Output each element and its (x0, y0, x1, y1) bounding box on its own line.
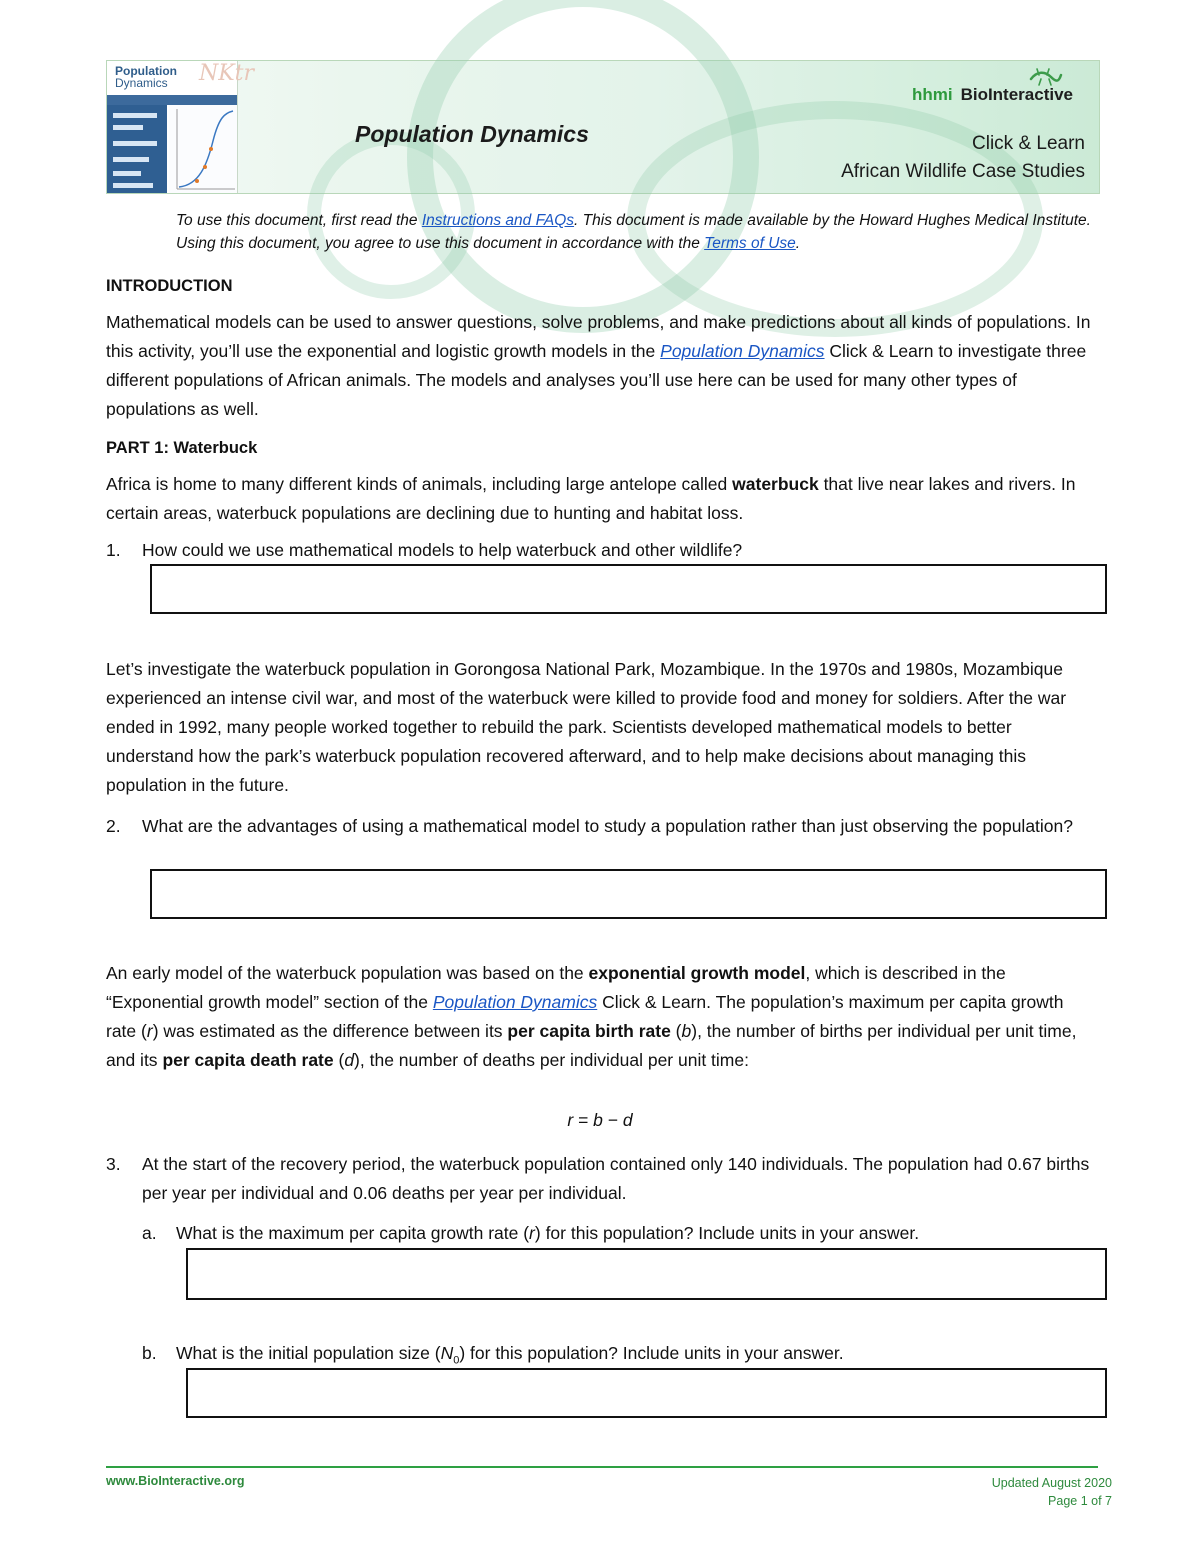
variable-b: b (681, 1021, 692, 1041)
footer-website-link[interactable]: www.BioInteractive.org (106, 1474, 245, 1488)
question-text: What are the advantages of using a mathematical model to study a population rather than just observing the population? (142, 816, 1074, 836)
answer-box-q2[interactable] (150, 869, 1107, 919)
paragraph-text: Click & Learn. The population’s maximum per capita growth rate ( (106, 992, 1064, 1041)
equation-minus: − (602, 1110, 623, 1130)
variable-d: d (344, 1050, 355, 1070)
thumbnail-title-line: Population (115, 64, 177, 78)
introduction-heading: INTRODUCTION (106, 277, 233, 295)
thumbnail-title-line: Dynamics (115, 76, 168, 90)
waterbuck-intro-paragraph (106, 470, 1096, 528)
growth-rate-equation (0, 1106, 1200, 1135)
paragraph-text: ( (670, 1021, 682, 1041)
subquestion-text: What is the maximum per capita growth rate (r) for this population? Include units in your answer. (176, 1223, 920, 1243)
paragraph-text: , which is described in the “Exponential growth model” section of the (106, 963, 1006, 1012)
terms-of-use-link[interactable]: Terms of Use (704, 235, 796, 252)
notice-text: . (795, 235, 801, 252)
paragraph-text: Click & Learn to investigate three different populations of African animals. The models and analyses you’ll use here can be used for many other types of populations as well. (106, 341, 1087, 419)
term-birth-rate: per capita birth rate (507, 1021, 671, 1041)
equation-equals: = (573, 1110, 594, 1130)
introduction-paragraph (106, 308, 1096, 424)
lizard-logo-icon (1029, 67, 1063, 87)
banner-subtitle-click-learn: Click & Learn (972, 133, 1085, 154)
answer-box-q3b[interactable] (186, 1368, 1107, 1418)
answer-box-q3a[interactable] (186, 1248, 1107, 1300)
usage-notice (176, 209, 1096, 255)
thumbnail-toolbar (107, 95, 237, 105)
question-number: 3. (106, 1154, 121, 1174)
paragraph-text: Mathematical models can be used to answer questions, solve problems, and make predictions about all kinds of populations. In this activity, you’ll use the exponential and logistic growth models in the (106, 312, 1091, 361)
paragraph-text: ), the number of deaths per individual per unit time: (354, 1050, 749, 1070)
answer-box-q1[interactable] (150, 564, 1107, 614)
question-number: 1. (106, 540, 121, 560)
population-dynamics-link[interactable]: Population Dynamics (660, 341, 825, 361)
notice-text: To use this document, first read the (176, 212, 422, 229)
equation-b: b (593, 1110, 603, 1130)
gorongosa-paragraph: Let’s investigate the waterbuck population in Gorongosa National Park, Mozambique. In the 1970s and 1980s, Mozambique experienced an intense civil war, and most of the waterbuck were killed to provide food and money for soldiers. After the war ended in 1992, many people worked together to rebuild the park. Scientists developed mathematical models to better understand how the park’s waterbuck population recovered afterward, and to help make decisions about managing this population in the future. (106, 659, 1067, 795)
paragraph-text: ( (333, 1050, 345, 1070)
banner-subtitle-case-studies: African Wildlife Case Studies (841, 161, 1085, 182)
thumbnail-graph (169, 105, 237, 193)
thumbnail-panel (107, 105, 167, 193)
variable-r: r (529, 1223, 535, 1243)
subquestion-letter: a. (142, 1223, 157, 1243)
subquestion-letter: b. (142, 1343, 157, 1363)
instructions-faqs-link[interactable]: Instructions and FAQs (421, 212, 575, 229)
paragraph-text: ) was estimated as the difference between its (152, 1021, 508, 1041)
population-dynamics-link[interactable]: Population Dynamics (432, 992, 598, 1012)
footer-divider (106, 1466, 1098, 1468)
footer-updated-date: Updated August 2020 (991, 1476, 1112, 1490)
biointeractive-logo (912, 85, 1073, 105)
question-text: At the start of the recovery period, the waterbuck population contained only 140 individuals. The population had 0.67 births per year per individual and 0.06 deaths per year per individual. (142, 1154, 1090, 1203)
question-number: 2. (106, 816, 121, 836)
thumbnail-watermark: NKtr (199, 61, 255, 86)
header-banner (106, 60, 1100, 194)
variable-n: N (440, 1343, 454, 1363)
question-text: How could we use mathematical models to help waterbuck and other wildlife? (142, 540, 743, 560)
exponential-model-paragraph (106, 959, 1096, 1075)
term-exponential-growth-model: exponential growth model (588, 963, 806, 983)
footer-meta (992, 1474, 1112, 1510)
footer-page-number: Page 1 of 7 (1048, 1494, 1112, 1508)
click-and-learn-thumbnail (107, 61, 255, 193)
banner-title: Population Dynamics (355, 121, 589, 147)
equation-d: d (622, 1110, 633, 1130)
paragraph-text: An early model of the waterbuck population was based on the (106, 963, 589, 983)
subscript-zero: 0 (453, 1354, 460, 1367)
equation-r: r (567, 1110, 574, 1130)
term-waterbuck: waterbuck (732, 474, 819, 494)
thumbnail-title (115, 65, 235, 89)
notice-text: . This document is made available by the Howard Hughes Medical Institute. Using this document, you agree to use this document in accordance with the (176, 212, 1091, 252)
part1-heading: PART 1: Waterbuck (106, 439, 258, 457)
term-death-rate: per capita death rate (162, 1050, 334, 1070)
hhmi-logo-text: hhmi (911, 85, 953, 104)
paragraph-text: that live near lakes and rivers. In certain areas, waterbuck populations are declining due to hunting and habitat loss. (106, 474, 1076, 523)
variable-r: r (146, 1021, 153, 1041)
paragraph-text: Africa is home to many different kinds of animals, including large antelope called (106, 474, 733, 494)
paragraph-text: ), the number of births per individual per unit time, and its (106, 1021, 1077, 1070)
brand-name: BioInteractive (960, 85, 1073, 104)
subquestion-text: What is the initial population size $(N_0)$ for this population? Include units in your answer. (176, 1343, 844, 1367)
